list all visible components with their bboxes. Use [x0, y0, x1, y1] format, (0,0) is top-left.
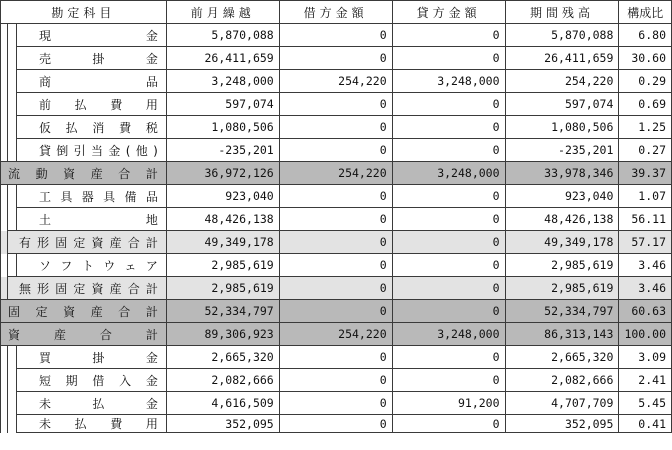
- account-label: 商品: [16, 70, 166, 93]
- account-label: ソフトウェア: [16, 254, 166, 277]
- debit-cell: 0: [279, 392, 392, 415]
- debit-cell: 0: [279, 47, 392, 70]
- balance-cell: 352,095: [505, 415, 619, 433]
- credit-cell: 0: [392, 208, 505, 231]
- ratio-cell: 100.00: [619, 323, 672, 346]
- indent-cell: [1, 254, 8, 277]
- balance-cell: 52,334,797: [505, 300, 619, 323]
- credit-cell: 91,200: [392, 392, 505, 415]
- prior-cell: 52,334,797: [166, 300, 279, 323]
- table-row: [1, 208, 672, 231]
- indent-cell: [7, 415, 16, 433]
- indent-cell: [7, 369, 16, 392]
- table-row: [1, 415, 672, 433]
- indent-cell: [1, 47, 8, 70]
- header-account: 勘定科目: [1, 1, 167, 24]
- header-debit: 借方金額: [279, 1, 392, 24]
- ratio-cell: 0.27: [619, 139, 672, 162]
- credit-cell: 0: [392, 415, 505, 433]
- indent-cell: [1, 369, 8, 392]
- indent-cell: [1, 231, 8, 254]
- ratio-cell: 3.46: [619, 277, 672, 300]
- account-label: 資産合計: [1, 323, 167, 346]
- balance-cell: 49,349,178: [505, 231, 619, 254]
- debit-cell: 0: [279, 254, 392, 277]
- table-row: [1, 70, 672, 93]
- indent-cell: [7, 47, 16, 70]
- header-prior: 前月繰越: [166, 1, 279, 24]
- account-label: 無形固定資産合計: [7, 277, 166, 300]
- prior-cell: 36,972,126: [166, 162, 279, 185]
- debit-cell: 0: [279, 231, 392, 254]
- prior-cell: 89,306,923: [166, 323, 279, 346]
- balance-cell: 33,978,346: [505, 162, 619, 185]
- debit-cell: 254,220: [279, 70, 392, 93]
- balance-cell: 2,985,619: [505, 254, 619, 277]
- prior-cell: 352,095: [166, 415, 279, 433]
- balance-cell: 254,220: [505, 70, 619, 93]
- table-row: [1, 185, 672, 208]
- indent-cell: [7, 346, 16, 369]
- table-row: [1, 93, 672, 116]
- account-label: 未払費用: [16, 415, 166, 433]
- indent-cell: [1, 415, 8, 433]
- credit-cell: 0: [392, 116, 505, 139]
- account-label: 仮払消費税: [16, 116, 166, 139]
- indent-cell: [1, 93, 8, 116]
- header-balance: 期間残高: [505, 1, 619, 24]
- ratio-cell: 0.41: [619, 415, 672, 433]
- table-row: [1, 231, 672, 254]
- indent-cell: [1, 346, 8, 369]
- indent-cell: [1, 185, 8, 208]
- account-label: 有形固定資産合計: [7, 231, 166, 254]
- indent-cell: [1, 139, 8, 162]
- account-label: 前払費用: [16, 93, 166, 116]
- credit-cell: 0: [392, 254, 505, 277]
- credit-cell: 0: [392, 47, 505, 70]
- indent-cell: [1, 277, 8, 300]
- balance-cell: 2,665,320: [505, 346, 619, 369]
- credit-cell: 3,248,000: [392, 70, 505, 93]
- indent-cell: [7, 185, 16, 208]
- account-label: 貸倒引当金(他): [16, 139, 166, 162]
- ratio-cell: 0.69: [619, 93, 672, 116]
- credit-cell: 0: [392, 185, 505, 208]
- ratio-cell: 56.11: [619, 208, 672, 231]
- ratio-cell: 6.80: [619, 24, 672, 47]
- table-row: [1, 323, 672, 346]
- table-row: [1, 116, 672, 139]
- ratio-cell: 3.09: [619, 346, 672, 369]
- credit-cell: 3,248,000: [392, 162, 505, 185]
- header-credit: 貸方金額: [392, 1, 505, 24]
- account-label: 工具器具備品: [16, 185, 166, 208]
- account-label: 固定資産合計: [1, 300, 167, 323]
- debit-cell: 0: [279, 93, 392, 116]
- credit-cell: 0: [392, 346, 505, 369]
- ratio-cell: 2.41: [619, 369, 672, 392]
- credit-cell: 0: [392, 139, 505, 162]
- debit-cell: 0: [279, 139, 392, 162]
- debit-cell: 254,220: [279, 323, 392, 346]
- indent-cell: [1, 392, 8, 415]
- prior-cell: 5,870,088: [166, 24, 279, 47]
- balance-cell: 923,040: [505, 185, 619, 208]
- ratio-cell: 39.37: [619, 162, 672, 185]
- balance-cell: 48,426,138: [505, 208, 619, 231]
- balance-cell: 2,082,666: [505, 369, 619, 392]
- credit-cell: 0: [392, 231, 505, 254]
- ratio-cell: 0.29: [619, 70, 672, 93]
- credit-cell: 0: [392, 93, 505, 116]
- indent-cell: [7, 24, 16, 47]
- table-row: [1, 346, 672, 369]
- indent-cell: [7, 254, 16, 277]
- account-label: 現金: [16, 24, 166, 47]
- prior-cell: 923,040: [166, 185, 279, 208]
- table-row: [1, 47, 672, 70]
- table-row: [1, 300, 672, 323]
- account-label: 売掛金: [16, 47, 166, 70]
- prior-cell: 2,985,619: [166, 277, 279, 300]
- table-row: [1, 369, 672, 392]
- account-label: 流動資産合計: [1, 162, 167, 185]
- credit-cell: 0: [392, 300, 505, 323]
- table-row: [1, 277, 672, 300]
- ratio-cell: 1.25: [619, 116, 672, 139]
- credit-cell: 0: [392, 369, 505, 392]
- prior-cell: 2,665,320: [166, 346, 279, 369]
- ratio-cell: 57.17: [619, 231, 672, 254]
- prior-cell: 48,426,138: [166, 208, 279, 231]
- prior-cell: 1,080,506: [166, 116, 279, 139]
- prior-cell: -235,201: [166, 139, 279, 162]
- credit-cell: 0: [392, 24, 505, 47]
- prior-cell: 2,985,619: [166, 254, 279, 277]
- balance-cell: 26,411,659: [505, 47, 619, 70]
- indent-cell: [7, 116, 16, 139]
- indent-cell: [7, 208, 16, 231]
- credit-cell: 0: [392, 277, 505, 300]
- header-ratio: 構成比: [619, 1, 672, 24]
- account-label: 未払金: [16, 392, 166, 415]
- table-row: [1, 24, 672, 47]
- debit-cell: 0: [279, 185, 392, 208]
- debit-cell: 0: [279, 415, 392, 433]
- prior-cell: 2,082,666: [166, 369, 279, 392]
- indent-cell: [7, 392, 16, 415]
- debit-cell: 0: [279, 346, 392, 369]
- debit-cell: 0: [279, 116, 392, 139]
- ratio-cell: 60.63: [619, 300, 672, 323]
- prior-cell: 597,074: [166, 93, 279, 116]
- ratio-cell: 5.45: [619, 392, 672, 415]
- ratio-cell: 1.07: [619, 185, 672, 208]
- balance-cell: 1,080,506: [505, 116, 619, 139]
- credit-cell: 3,248,000: [392, 323, 505, 346]
- debit-cell: 254,220: [279, 162, 392, 185]
- balance-cell: 4,707,709: [505, 392, 619, 415]
- account-label: 土地: [16, 208, 166, 231]
- balance-cell: 86,313,143: [505, 323, 619, 346]
- ratio-cell: 30.60: [619, 47, 672, 70]
- indent-cell: [7, 93, 16, 116]
- table-row: [1, 392, 672, 415]
- indent-cell: [1, 116, 8, 139]
- prior-cell: 49,349,178: [166, 231, 279, 254]
- indent-cell: [1, 24, 8, 47]
- indent-cell: [7, 139, 16, 162]
- debit-cell: 0: [279, 24, 392, 47]
- table-row: [1, 162, 672, 185]
- table-row: [1, 254, 672, 277]
- table-row: [1, 139, 672, 162]
- prior-cell: 26,411,659: [166, 47, 279, 70]
- header-row: [1, 1, 672, 24]
- balance-cell: 597,074: [505, 93, 619, 116]
- account-label: 短期借入金: [16, 369, 166, 392]
- indent-cell: [1, 70, 8, 93]
- indent-cell: [7, 70, 16, 93]
- balance-cell: 5,870,088: [505, 24, 619, 47]
- indent-cell: [1, 208, 8, 231]
- prior-cell: 4,616,509: [166, 392, 279, 415]
- balance-cell: -235,201: [505, 139, 619, 162]
- debit-cell: 0: [279, 300, 392, 323]
- prior-cell: 3,248,000: [166, 70, 279, 93]
- ratio-cell: 3.46: [619, 254, 672, 277]
- debit-cell: 0: [279, 208, 392, 231]
- debit-cell: 0: [279, 277, 392, 300]
- account-label: 買掛金: [16, 346, 166, 369]
- debit-cell: 0: [279, 369, 392, 392]
- balance-cell: 2,985,619: [505, 277, 619, 300]
